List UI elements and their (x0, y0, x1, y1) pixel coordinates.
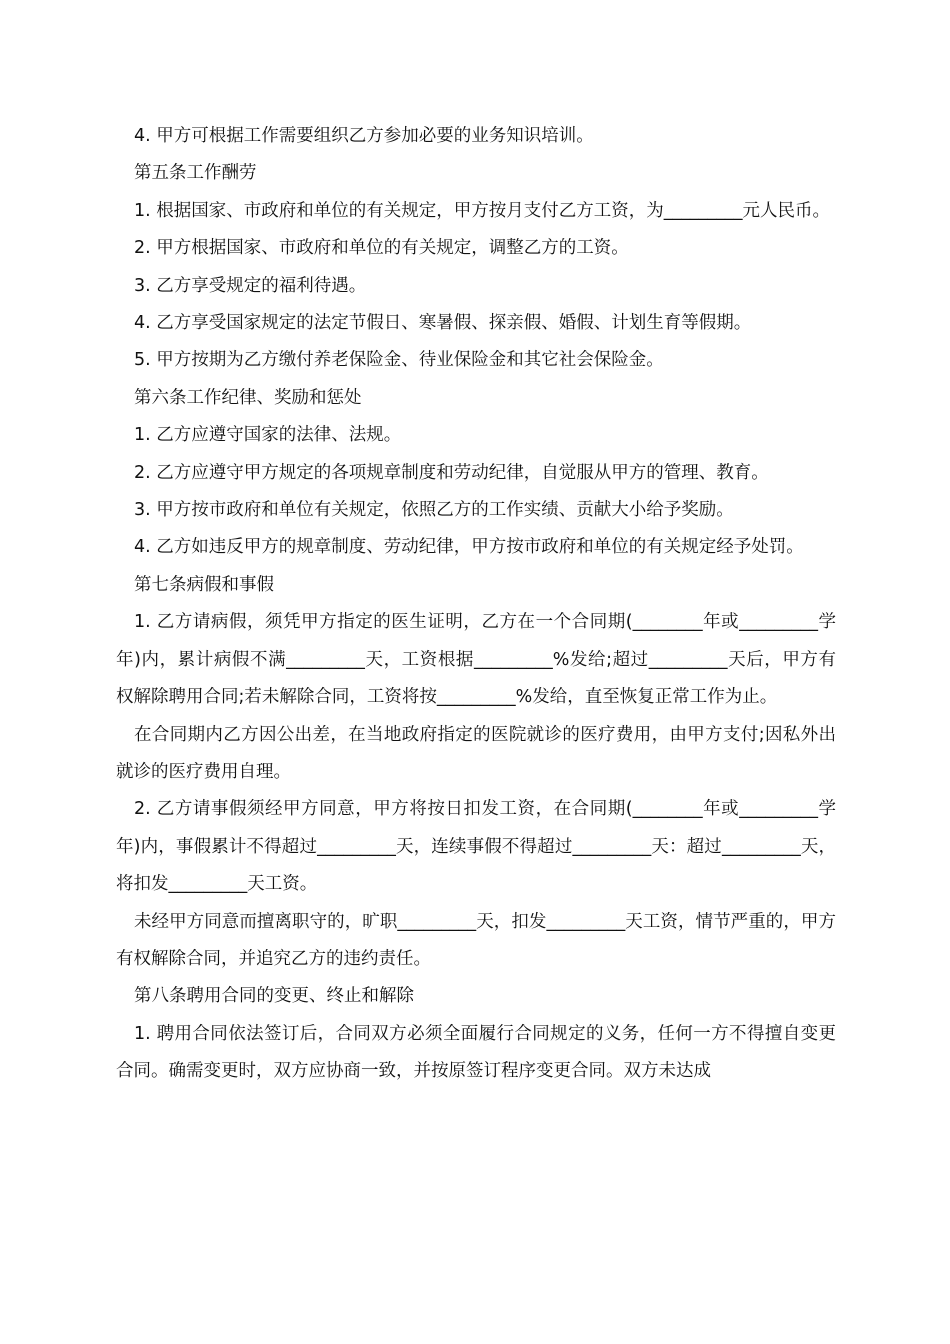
article-5-heading: 第五条工作酬劳 (134, 163, 257, 184)
article-6-item-2: 2. 乙方应遵守甲方规定的各项规章制度和劳动纪律，自觉服从甲方的管理、教育。 (134, 462, 769, 483)
article-6-item-4: 4. 乙方如违反甲方的规章制度、劳动纪律，甲方按市政府和单位的有关规定经予处罚。 (134, 537, 804, 558)
article-7-absence: 未经甲方同意而擅离职守的，旷职_________天，扣发_________天工资，情节严重的，甲方有权解除合同，并追究乙方的违约责任。 (116, 911, 836, 969)
article-5-item-2: 2. 甲方根据国家、市政府和单位的有关规定，调整乙方的工资。 (134, 238, 629, 259)
document-page (116, 118, 836, 1091)
article-5-item-1: 1. 根据国家、市政府和单位的有关规定，甲方按月支付乙方工资，为_________元人民币。 (134, 200, 831, 221)
article-7-item-1: 1. 乙方请病假，须凭甲方指定的医生证明，乙方在一个合同期(________年或_________学年)内，累计病假不满_________天，工资根据_________%发给;超过_________天后，甲方有权解除聘用合同;若未解除合同，工资将按_________%发给，直至恢复正常工作为止。 (116, 612, 836, 708)
article-7-item-2: 2. 乙方请事假须经甲方同意，甲方将按日扣发工资，在合同期(________年或_________学年)内，事假累计不得超过_________天，连续事假不得超过_________天：超过_________天，将扣发_________天工资。 (116, 799, 836, 895)
article-8-heading: 第八条聘用合同的变更、终止和解除 (134, 986, 414, 1007)
article-7-business-trip: 在合同期内乙方因公出差，在当地政府指定的医院就诊的医疗费用，由甲方支付;因私外出就诊的医疗费用自理。 (116, 724, 836, 782)
clause-4-training: 4. 甲方可根据工作需要组织乙方参加必要的业务知识培训。 (134, 126, 594, 146)
article-5-item-4: 4. 乙方享受国家规定的法定节假日、寒暑假、探亲假、婚假、计划生育等假期。 (134, 313, 752, 334)
article-5-item-5: 5. 甲方按期为乙方缴付养老保险金、待业保险金和其它社会保险金。 (134, 350, 664, 371)
article-8-item-1: 1. 聘用合同依法签订后，合同双方必须全面履行合同规定的义务，任何一方不得擅自变更合同。确需变更时，双方应协商一致，并按原签订程序变更合同。双方未达成 (116, 1023, 836, 1082)
article-6-item-3: 3. 甲方按市政府和单位有关规定，依照乙方的工作实绩、贡献大小给予奖励。 (134, 500, 734, 521)
article-5-item-3: 3. 乙方享受规定的福利待遇。 (134, 275, 367, 296)
article-6-item-1: 1. 乙方应遵守国家的法律、法规。 (134, 425, 402, 446)
article-7-heading: 第七条病假和事假 (134, 574, 274, 595)
article-6-heading: 第六条工作纪律、奖励和惩处 (134, 387, 362, 408)
